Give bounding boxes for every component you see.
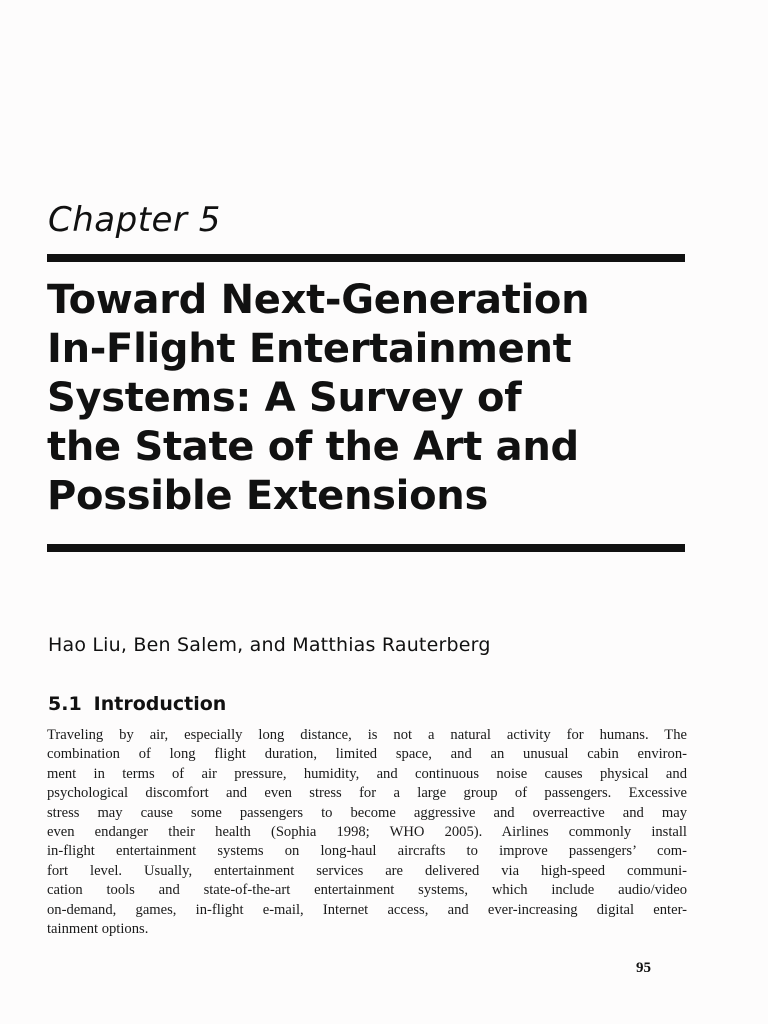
bottom-rule [47,544,685,552]
body-line: psychological discomfort and even stress for a large group of passengers. Excessive [47,785,687,802]
chapter-title [47,276,707,521]
chapter-title-line: Toward Next-Generation [47,277,590,323]
body-line: on-demand, games, in-flight e-mail, Internet access, and ever-increasing digital enter- [47,901,687,918]
body-line: stress may cause some passengers to become aggressive and overreactive and may [47,804,687,821]
page-number: 95 [636,960,651,976]
section-title: Introduction [93,693,227,715]
section-number: 5.1 [48,693,82,715]
body-paragraph [47,726,687,939]
body-line: Traveling by air, especially long distance, is not a natural activity for humans. The [47,727,687,743]
body-line: fort level. Usually, entertainment services are delivered via high-speed communi- [47,862,687,879]
body-line: cation tools and state-of-the-art entertainment systems, which include audio/video [47,882,687,899]
body-line: combination of long flight duration, limited space, and an unusual cabin environ- [47,746,687,763]
chapter-title-line: the State of the Art and [47,424,579,470]
chapter-title-line: Possible Extensions [47,473,488,519]
chapter-title-line: In-Flight Entertainment [47,326,572,372]
body-line: tainment options. [47,921,149,938]
chapter-authors: Hao Liu, Ben Salem, and Matthias Rauterberg [48,634,491,656]
body-line: in-flight entertainment systems on long-haul aircrafts to improve passengers’ com- [47,843,687,860]
section-heading [48,693,226,715]
chapter-label: Chapter 5 [48,200,221,240]
chapter-title-line: Systems: A Survey of [47,375,522,421]
body-line: ment in terms of air pressure, humidity, and continuous noise causes physical and [47,765,687,782]
top-rule [47,254,685,262]
body-line: even endanger their health (Sophia 1998; WHO 2005). Airlines commonly install [47,824,687,841]
